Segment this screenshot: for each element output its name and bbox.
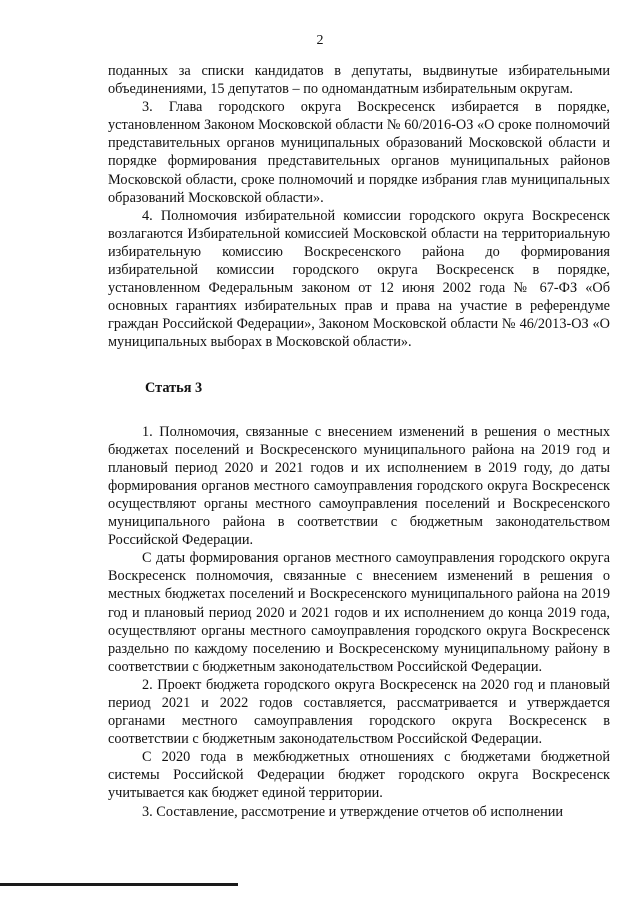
paragraph-continuation: поданных за списки кандидатов в депутаты, выдвинутые избирательными объединениями, 15 депутатов – по одномандатным избирательным округам. [108,63,610,98]
paragraph-election-commission: 4. Полномочия избирательной комиссии городского округа Воскресенск возлагаются Избирательной комиссией Московской области на территориальную избирательную комиссию Воскресенского района до формирования избирательной комиссии городского округа Воскресенск в порядке, установленном Федеральным законом от 12 июня 2002 года № 67-ФЗ «Об основных гарантиях избирательных прав и права на участие в референдуме граждан Российской Федерации», Законом Московской области № 46/2013-ОЗ «О муниципальных выборах в Московской области». [108,207,610,351]
paragraph-budget-powers: 1. Полномочия, связанные с внесением изменений в решения о местных бюджетах поселений и Воскресенского муниципального района на 2019 год и плановый период 2020 и 2021 годов и их исполнением в 2019 году, до даты формирования органов местного самоуправления городского округа Воскресенск осуществляют органы местного самоуправления поселений и Воскресенского муниципального района в соответствии с бюджетным законодательством Российской Федерации. [108,423,610,549]
paragraph-interbudget-relations: С 2020 года в межбюджетных отношениях с бюджетами бюджетной системы Российской Федерации бюджет городского округа Воскресенск учитывается как бюджет единой территории. [108,749,610,802]
paragraph-reports: 3. Составление, рассмотрение и утверждение отчетов об исполнении [142,803,564,820]
article-heading: Статья 3 [145,379,203,396]
paragraph-budget-changes: С даты формирования органов местного самоуправления городского округа Воскресенск полномочия, связанные с внесением изменений в решения о местных бюджетах поселений и Воскресенского муниципального района на 2019 год и плановый период 2020 и 2021 годов и их исполнением до конца 2019 года, осуществляют органы местного самоуправления городского округа Воскресенск раздельно по каждому поселению и Воскресенскому муниципальному району в соответствии с бюджетным законодательством Российской Федерации. [108,550,610,675]
document-body [108,62,610,821]
paragraph-budget-draft: 2. Проект бюджета городского округа Воскресенск на 2020 год и плановый период 2021 и 2022 годов составляется, рассматривается и утверждается органами местного самоуправления городского округа Воскресенск в соответствии с бюджетным законодательством Российской Федерации. [108,676,610,748]
bottom-divider [0,883,238,886]
paragraph-head-election: 3. Глава городского округа Воскресенск избирается в порядке, установленном Законом Московской области № 60/2016-ОЗ «О сроке полномочий представительных органов муниципальных образований Московской области и порядке формирования представительных органов муниципальных районов Московской области, сроке полномочий и порядке избрания глав муниципальных образований Московской области». [108,99,610,206]
page-number: 2 [316,33,324,48]
